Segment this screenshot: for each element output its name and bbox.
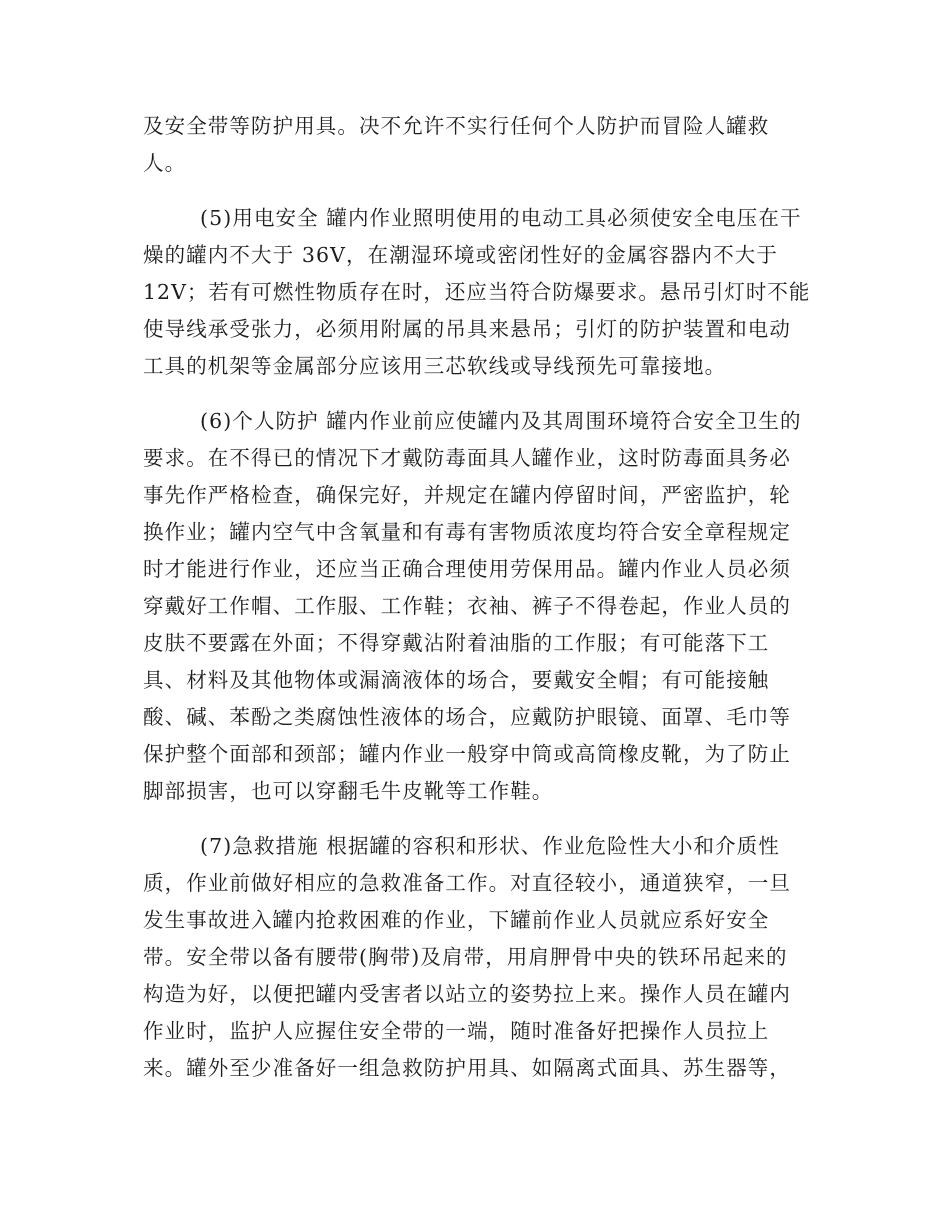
text-line: 保护整个面部和颈部；罐内作业一般穿中筒或高筒橡皮靴，为了防止 — [143, 742, 791, 766]
text-line: (5)用电安全 罐内作业照明使用的电动工具必须使安全电压在干 — [200, 206, 802, 230]
text-line: 作业时，监护人应握住安全带的一端，随时准备好把操作人员拉上 — [143, 1019, 770, 1043]
text-line: 使导线承受张力，必须用附属的吊具来悬吊；引灯的防护装置和电动 — [143, 317, 791, 341]
text-line: 事先作严格检查，确保完好，并规定在罐内停留时间，严密监护，轮 — [143, 483, 791, 507]
text-line: 皮肤不要露在外面；不得穿戴沾附着油脂的工作服；有可能落下工 — [143, 631, 770, 655]
text-line: 穿戴好工作帽、工作服、工作鞋；衣袖、裤子不得卷起，作业人员的 — [143, 594, 791, 618]
text-line: 工具的机架等金属部分应该用三芯软线或导线预先可靠接地。 — [143, 354, 727, 378]
text-line: 脚部损害，也可以穿翻毛牛皮靴等工作鞋。 — [143, 779, 554, 803]
text-line: 时才能进行作业，还应当正确合理使用劳保用品。罐内作业人员必须 — [143, 557, 791, 581]
text-line: 带。安全带以备有腰带(胸带)及肩带，用肩胛骨中央的铁环吊起来的 — [143, 945, 788, 969]
text-line: 构造为好，以便把罐内受害者以站立的姿势拉上来。操作人员在罐内 — [143, 982, 791, 1006]
text-line: 具、材料及其他物体或漏滴液体的场合，要戴安全帽；有可能接触 — [143, 668, 770, 692]
text-line: 及安全带等防护用具。决不允许不实行任何个人防护而冒险人罐救 — [143, 114, 770, 138]
text-line: 来。罐外至少准备好一组急救防护用具、如隔离式面具、苏生器等， — [143, 1056, 791, 1080]
text-line: (6)个人防护 罐内作业前应使罐内及其周围环境符合安全卫生的 — [200, 409, 802, 433]
text-line: (7)急救措施 根据罐的容积和形状、作业危险性大小和介质性 — [200, 834, 780, 858]
text-line: 换作业；罐内空气中含氧量和有毒有害物质浓度均符合安全章程规定 — [143, 520, 791, 544]
text-line: 发生事故进入罐内抢救困难的作业，下罐前作业人员就应系好安全 — [143, 908, 770, 932]
text-line: 酸、碱、苯酚之类腐蚀性液体的场合，应戴防护眼镜、面罩、毛巾等 — [143, 705, 791, 729]
text-line: 12V；若有可燃性物质存在时，还应当符合防爆要求。悬吊引灯时不能 — [143, 280, 811, 304]
text-line: 燥的罐内不大于 36V，在潮湿环境或密闭性好的金属容器内不大于 — [143, 243, 779, 267]
text-line: 质，作业前做好相应的急救准备工作。对直径较小，通道狭窄，一旦 — [143, 871, 791, 895]
text-line: 要求。在不得已的情况下才戴防毒面具人罐作业，这时防毒面具务必 — [143, 446, 791, 470]
text-line: 人。 — [143, 151, 187, 175]
